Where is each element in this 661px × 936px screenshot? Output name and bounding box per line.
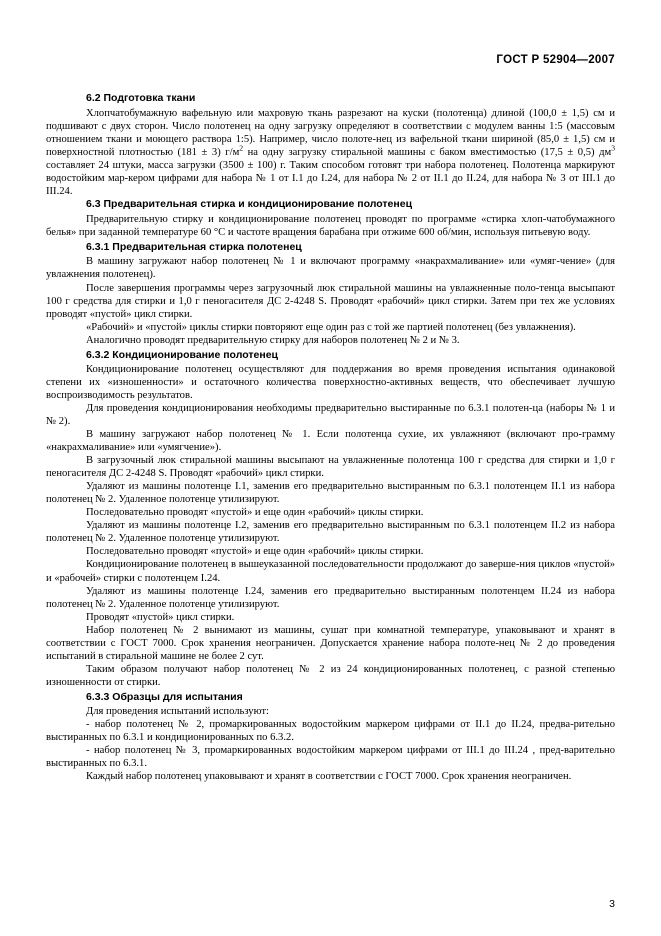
para-6-3-1-3: «Рабочий» и «пустой» циклы стирки повторяют еще один раз с той же партией полотенец (без увлажнения). — [86, 321, 576, 333]
para-6-3-1-4: Аналогично проводят предварительную стирку для наборов полотенец № 2 и № 3. — [86, 334, 460, 346]
para-6-2-1: Хлопчатобумажную вафельную или махровую ткань разрезают на куски (полотенца) длиной (100,0 ± 1,5) см и подшивают с двух сторон. Число полотенец на одну загрузку определяют в соответствии с модулем ванны 1:5 (массовым отношением ткани и моющего раствора 1:5). Например, число полоте-нец из вафельной ткани шириной (85,0 ± 1,5) см и поверхностной плотностью (181 ± 3) $г/м^2$ на одну загрузку стиральной машины с баком вместимостью (17,5 ± 0,5) $дм^3$ составляет 24 штуки, масса загрузки (3500 ± 100) г. Таким способом готовят три набора полотенец. Полотенца маркируют водостойким мар-кером цифрами для набора № 1 от I.1 до I.24, для набора № 2 от II.1 до II.24, для набора № 3 от III.1 до III.24. — [46, 108, 615, 198]
para-6-3-3-1: Для проведения испытаний используют: — [86, 705, 269, 717]
para-6-3-2-11: Проводят «пустой» цикл стирки. — [86, 611, 235, 623]
para-6-3-2-13: Таким образом получают набор полотенец № 2 из 24 кондиционированных полотенец, с разной степенью изношенности от стирки. — [46, 663, 615, 688]
para-6-3-1-1: В машину загружают набор полотенец № 1 и включают программу «накрахмаливание» или «умяг-чение» (для увлажнения полотенец). — [46, 256, 615, 281]
para-6-3-2-9: Кондиционирование полотенец в вышеуказанной последовательности продолжают до заверше-ния циклов «пустой» и «рабочей» стирки с полотенцем I.24. — [46, 559, 615, 584]
para-6-3-2-10: Удаляют из машины полотенце I.24, заменив его предварительно выстиранным полотенцем II.24 из набора полотенец № 2. Удаленное полотенце утилизируют. — [46, 585, 615, 610]
para-6-3-2-4: В загрузочный люк стиральной машины высыпают на увлажненные полотенца 100 г средства для стирки и 1,0 г пеногасителя ДС 2-4248 S. Проводят «рабочий» цикл стирки. — [46, 455, 615, 480]
para-6-3-1-2: После завершения программы через загрузочный люк стиральной машины на увлажненные поло-тенца высыпают 100 г средства для стирки и 1,0 г пеногасителя ДС 2-4248 S. Проводят «рабочий» цикл стирки. Затем при тех же условиях проводят «пустой» цикл стирки. — [46, 282, 615, 320]
para-6-3-3-2: - набор полотенец № 2, промаркированных водостойким маркером цифрами от II.1 до II.24, предва-рительно выстиранных по 6.3.1 и кондиционированных по 6.3.2. — [46, 718, 615, 744]
para-6-3-3-3: - набор полотенец № 3, промаркированных водостойким маркером цифрами от III.1 до III.24 , пред-варительно выстиранных по 6.3.1. — [46, 745, 615, 770]
para-6-3-2-6: Последовательно проводят «пустой» и еще один «рабочий» циклы стирки. — [86, 507, 424, 519]
para-6-3-1: Предварительную стирку и кондиционирование полотенец проводят по программе «стирка хлоп-чатобумажного белья» при заданной температуре 60 °С и частоте вращения барабана при отжиме 600 об/мин, используя питьевую воду. — [46, 214, 615, 239]
para-6-3-3-4: Каждый набор полотенец упаковывают и хранят в соответствии с ГОСТ 7000. Срок хранения неограничен. — [86, 771, 572, 783]
heading-6-3: 6.3 Предварительная стирка и кондиционирование полотенец — [86, 198, 413, 211]
heading-6-2: 6.2 Подготовка ткани — [86, 92, 196, 104]
para-6-3-2-1: Кондиционирование полотенец осуществляют для поддержания во время проведения испытания одинаковой степени их «изношенности» и остаточного количества поверхностно-активных веществ, что обеспечивает лучшую воспроизводимость результатов. — [46, 363, 615, 401]
heading-6-3-2: 6.3.2 Кондиционирование полотенец — [86, 348, 279, 361]
document-header: ГОСТ Р 52904—2007 — [496, 54, 615, 66]
para-6-3-2-3: В машину загружают набор полотенец № 1. Если полотенца сухие, их увлажняют (включают про-грамму «накрахмаливание» или «умягчение»). — [46, 428, 615, 454]
para-6-3-2-12: Набор полотенец № 2 вынимают из машины, сушат при комнатной температуре, упаковывают и хранят в соответствии с ГОСТ 7000. Срок хранения неограничен. Допускается хранение набора полоте-нец № 2 до проведения испытаний в стиральной машине не более 2 сут. — [46, 624, 615, 662]
para-6-3-2-8: Последовательно проводят «пустой» и еще один «рабочий» циклы стирки. — [86, 546, 424, 558]
para-6-3-2-7: Удаляют из машины полотенце I.2, заменив его предварительно выстиранным по 6.3.1 полотенцем II.2 из набора полотенец № 2. Удаленное полотенце утилизируют. — [46, 520, 615, 545]
document-body — [46, 92, 615, 783]
para-6-3-2-2: Для проведения кондиционирования необходимы предварительно выстиранные по 6.3.1 полотен-ца (наборы № 1 и № 2). — [46, 402, 615, 427]
heading-6-3-1: 6.3.1 Предварительная стирка полотенец — [86, 241, 302, 254]
page-number: 3 — [609, 898, 615, 910]
para-6-3-2-5: Удаляют из машины полотенце I.1, заменив его предварительно выстиранным по 6.3.1 полотенцем II.1 из набора полотенец № 2. Удаленное полотенце утилизируют. — [46, 481, 615, 506]
heading-6-3-3: 6.3.3 Образцы для испытания — [86, 690, 243, 703]
